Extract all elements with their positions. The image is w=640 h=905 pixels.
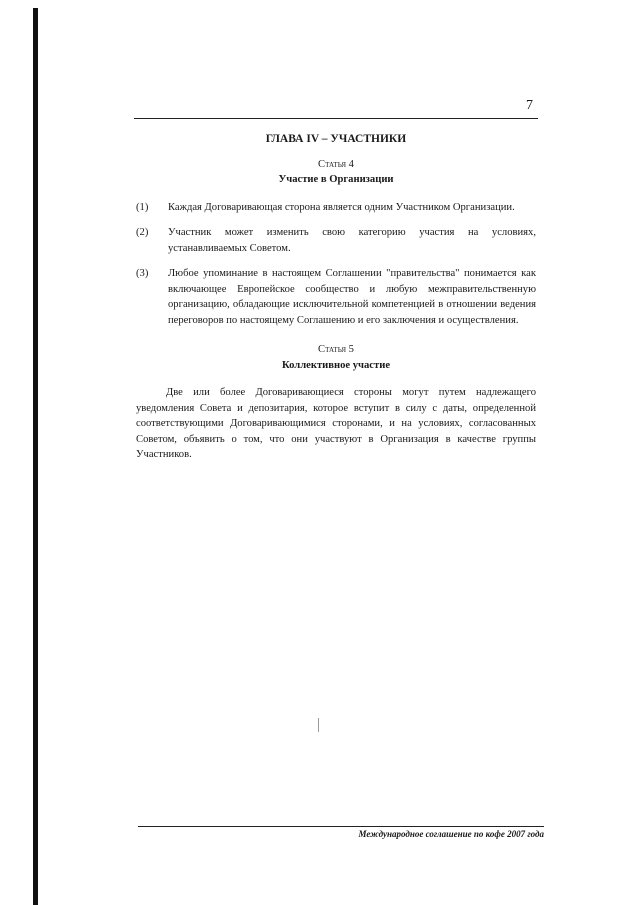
footer-rule	[138, 826, 544, 827]
article-5-number: Статья 5	[318, 344, 354, 355]
article-4	[136, 157, 536, 329]
paragraph-number: (3)	[136, 268, 149, 279]
footer-text: Международное соглашение по кофе 2007 года	[358, 829, 544, 839]
article-5-title: Коллективное участие	[281, 359, 391, 371]
article-5-text: Две или более Договаривающиеся стороны могут путем надлежащего уведомления Совета и депозитария, которое вступит в силу с даты, определенной соответствующими Договаривающимися сторонами, и на условиях, согласованных Советом, объявить о том, что они участвуют в Организация в качестве группы Участников.	[136, 387, 536, 460]
article-4-paragraph-2	[136, 225, 536, 256]
paragraph-number: (2)	[136, 227, 149, 238]
article-4-paragraph-3	[136, 266, 536, 328]
header-rule	[134, 118, 538, 119]
document-body	[136, 126, 536, 463]
paragraph-text: Каждая Договаривающая сторона является одним Участником Организации.	[168, 201, 515, 213]
article-4-title: Участие в Организации	[278, 174, 394, 185]
article-5	[136, 342, 536, 463]
article-4-number: Статья 4	[318, 158, 354, 170]
paragraph-text: Любое упоминание в настоящем Соглашении "правительства" понимается как включающее Европейское сообщество и любую межправительственную организацию, обладающие исключительной компетенцией в отношении ведения переговоров по настоящему Соглашению и его заключения и осуществления.	[168, 268, 536, 326]
article-4-paragraph-1	[136, 200, 536, 216]
paragraph-text: Участник может изменить свою категорию участия на условиях, устанавливаемых Советом.	[168, 227, 536, 254]
paragraph-number: (1)	[136, 201, 149, 213]
chapter-title: ГЛАВА IV – УЧАСТНИКИ	[265, 133, 407, 145]
scan-edge-bar	[33, 8, 38, 905]
page-number: 7	[526, 98, 533, 113]
scan-artifact-mark	[318, 718, 319, 732]
